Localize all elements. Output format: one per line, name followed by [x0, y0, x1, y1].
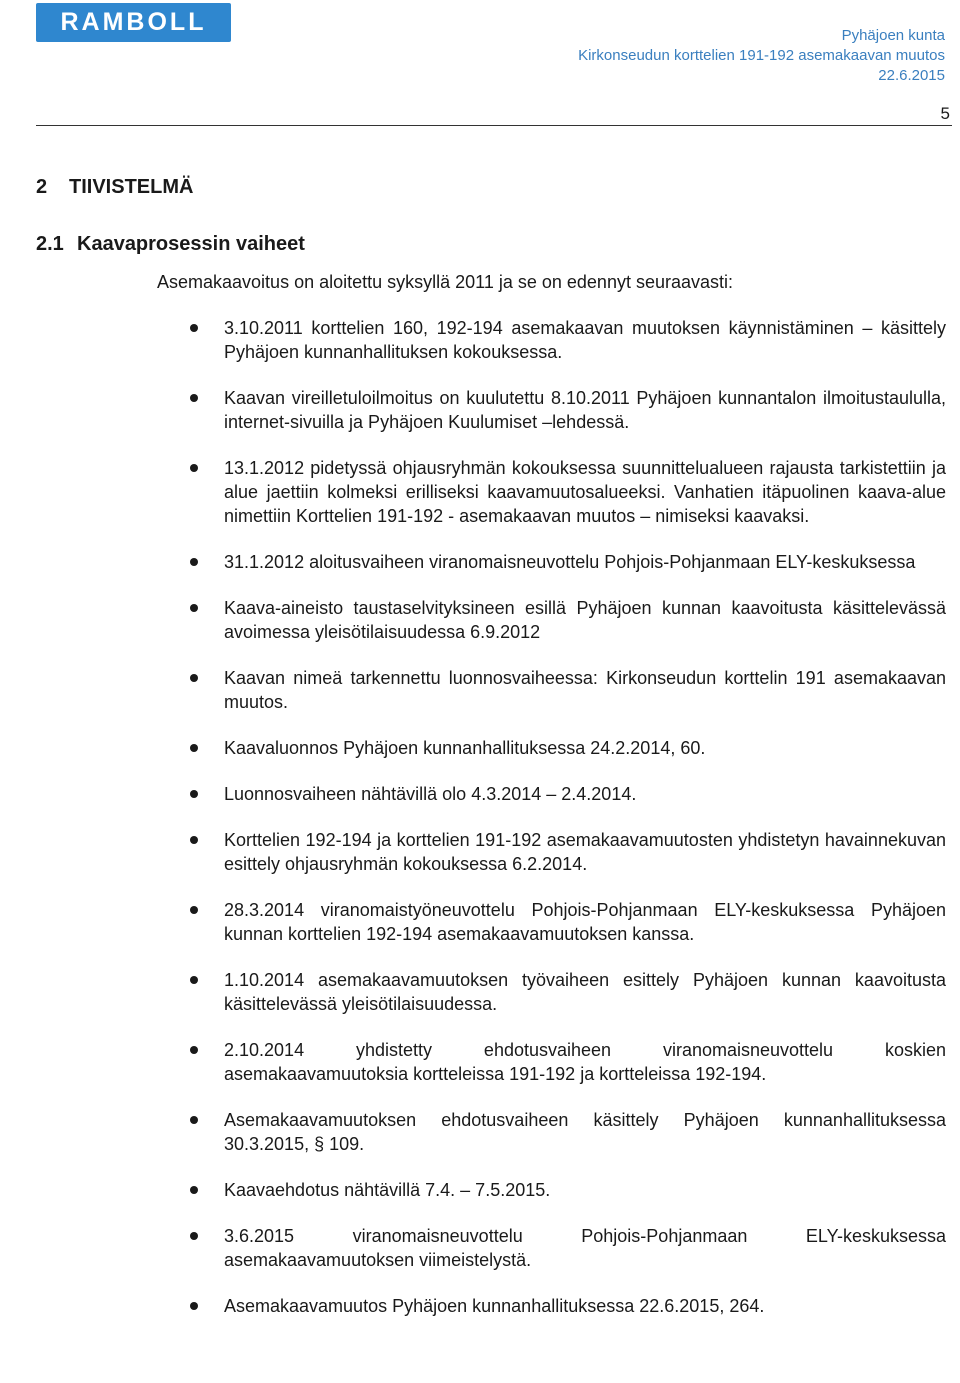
- list-item: Luonnosvaiheen nähtävillä olo 4.3.2014 – 2.4.2014.: [224, 782, 946, 806]
- list-item: Korttelien 192-194 ja korttelien 191-192 asemakaavamuutosten yhdistetyn havainnekuvan esittely ohjausryhmän kokouksessa 6.2.2014.: [224, 830, 946, 874]
- section-number: 2: [36, 176, 48, 198]
- ramboll-logo: [36, 3, 231, 42]
- section-title: TIIVISTELMÄ: [69, 176, 194, 198]
- header-divider: [36, 125, 952, 126]
- document-header: [578, 26, 945, 86]
- subsection-number: 2.1: [36, 233, 64, 255]
- list-item: 31.1.2012 aloitusvaiheen viranomaisneuvottelu Pohjois-Pohjanmaan ELY-keskuksessa: [224, 550, 946, 574]
- list-item: 2.10.2014 yhdistetty ehdotusvaiheen viranomaisneuvottelu koskien asemakaavamuutoksia kortteleissa 191-192 ja kortteleissa 192-194.: [224, 1040, 946, 1084]
- section-heading: [36, 176, 193, 199]
- page-number: 5: [940, 104, 950, 123]
- list-item: Kaavaehdotus nähtävillä 7.4. – 7.5.2015.: [224, 1178, 946, 1202]
- intro-paragraph: Asemakaavoitus on aloitettu syksyllä 2011 ja se on edennyt seuraavasti:: [157, 272, 733, 292]
- list-item: Kaavaluonnos Pyhäjoen kunnanhallituksessa 24.2.2014, 60.: [224, 736, 946, 760]
- list-item: 1.10.2014 asemakaavamuutoksen työvaiheen esittely Pyhäjoen kunnan kaavoitusta käsittelevässä yleisötilaisuudessa.: [224, 970, 946, 1014]
- header-project: Kirkonseudun korttelien 191-192 asemakaavan muutos: [578, 47, 945, 64]
- list-item: Kaavan vireilletuloilmoitus on kuulutettu 8.10.2011 Pyhäjoen kunnantalon ilmoitustaululla, internet-sivuilla ja Pyhäjoen Kuulumiset –lehdessä.: [224, 388, 946, 432]
- subsection-heading: [36, 233, 305, 256]
- list-item: 13.1.2012 pidetyssä ohjausryhmän kokouksessa suunnittelualueen rajausta tarkistettiin ja alue jaettiin kolmeksi erilliseksi kaavamuutosalueeksi. Vanhatien itäpuolinen kaava-alue nimettiin Korttelien 191-192 - asemakaavan muutos – nimiseksi kaavaksi.: [224, 458, 946, 526]
- list-item: 3.10.2011 korttelien 160, 192-194 asemakaavan muutoksen käynnistäminen – käsittely Pyhäjoen kunnanhallituksen kokouksessa.: [224, 318, 946, 362]
- list-item: 28.3.2014 viranomaistyöneuvottelu Pohjois-Pohjanmaan ELY-keskuksessa Pyhäjoen kunnan korttelien 192-194 asemakaavamuutoksen kanssa.: [224, 900, 946, 944]
- list-item: Asemakaavamuutos Pyhäjoen kunnanhallituksessa 22.6.2015, 264.: [224, 1294, 946, 1318]
- header-date: 22.6.2015: [878, 67, 945, 84]
- header-client: Pyhäjoen kunta: [841, 27, 945, 44]
- subsection-title: Kaavaprosessin vaiheet: [77, 233, 305, 255]
- logo-text: RAMBOLL: [60, 8, 207, 36]
- process-steps-list: [224, 316, 946, 1340]
- list-item: Kaava-aineisto taustaselvityksineen esillä Pyhäjoen kunnan kaavoitusta käsittelevässä avoimessa yleisötilaisuudessa 6.9.2012: [224, 598, 946, 642]
- list-item: Kaavan nimeä tarkennettu luonnosvaiheessa: Kirkonseudun korttelin 191 asemakaavan muutos.: [224, 668, 946, 712]
- list-item: Asemakaavamuutoksen ehdotusvaiheen käsittely Pyhäjoen kunnanhallituksessa 30.3.2015, § 109.: [224, 1110, 946, 1154]
- list-item: 3.6.2015 viranomaisneuvottelu Pohjois-Pohjanmaan ELY-keskuksessa asemakaavamuutoksen viimeistelystä.: [224, 1226, 946, 1270]
